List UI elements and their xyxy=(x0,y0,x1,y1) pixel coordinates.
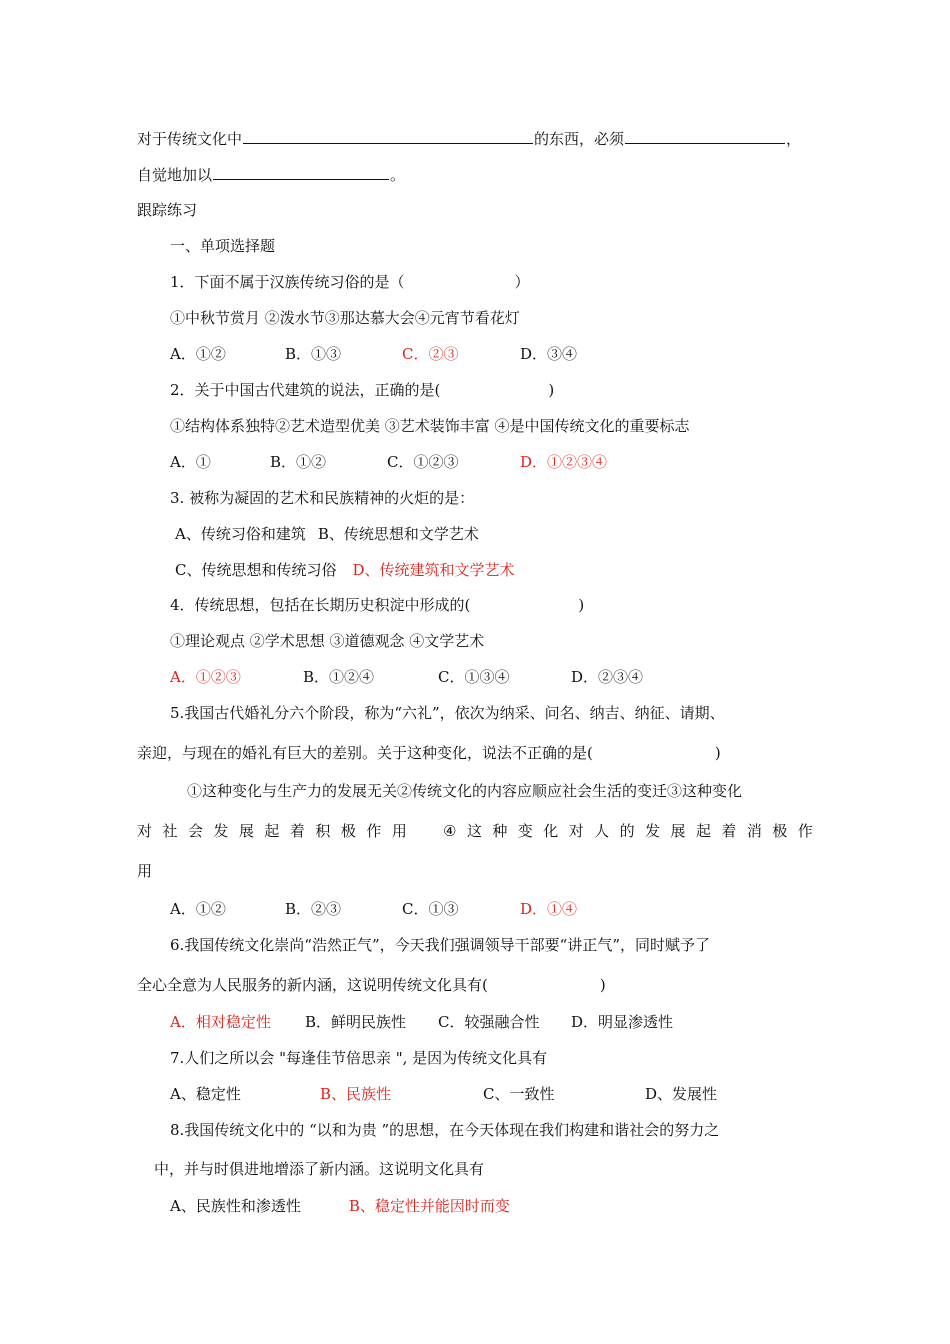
question-8-options xyxy=(170,1196,510,1216)
question-7-stem: 7.人们之所以会 "每逢佳节倍思亲 ", 是因为传统文化具有 xyxy=(170,1049,548,1067)
option-a[interactable]: A、民族性和渗透性 xyxy=(170,1197,301,1215)
statement-char: 种 xyxy=(492,822,508,840)
question-5-line-2 xyxy=(137,743,721,763)
option-b[interactable]: B、稳定性并能因时而变 xyxy=(348,1197,510,1215)
part-title: 一、单项选择题 xyxy=(170,237,276,255)
question-3-options-row2 xyxy=(175,560,515,580)
statement-char: 这 xyxy=(466,822,482,840)
statement-char: 起 xyxy=(264,822,280,840)
statement-char: 展 xyxy=(238,822,254,840)
question-6-line-2 xyxy=(137,975,606,995)
statement-char: 对 xyxy=(137,822,153,840)
option-a[interactable]: A．① xyxy=(170,453,211,471)
statement-char: 极 xyxy=(772,822,788,840)
option-d[interactable]: D．明显渗透性 xyxy=(571,1013,674,1031)
stem-text: ) xyxy=(548,381,555,399)
option-b[interactable]: B．鲜明民族性 xyxy=(305,1013,407,1031)
option-d[interactable]: D．③④ xyxy=(520,345,578,363)
stem-text: ) xyxy=(599,976,606,994)
statement-char: 作 xyxy=(797,822,813,840)
option-a[interactable]: A、稳定性 xyxy=(170,1085,241,1103)
option-c[interactable]: C、一致性 xyxy=(483,1085,555,1103)
option-c[interactable]: C．①③④ xyxy=(438,668,510,686)
statement-char: 起 xyxy=(695,822,711,840)
option-d[interactable]: D．①④ xyxy=(520,900,578,918)
intro-text: 自觉地加以 xyxy=(137,166,213,184)
stem-text: ) xyxy=(714,744,721,762)
option-c[interactable]: C、传统思想和传统习俗 xyxy=(175,561,337,579)
question-8-line-1: 8.我国传统文化中的 “以和为贵 ”的思想，在今天体现在我们构建和谐社会的努力之 xyxy=(170,1121,720,1139)
statement-char: 人 xyxy=(594,822,610,840)
option-d[interactable]: D．②③④ xyxy=(571,668,644,686)
option-a[interactable]: A．①② xyxy=(170,345,226,363)
statement-char: 作 xyxy=(366,822,382,840)
statement-char: 着 xyxy=(289,822,305,840)
option-a[interactable]: A．①② xyxy=(170,900,226,918)
statement-3-text xyxy=(137,821,407,841)
option-b[interactable]: B．②③ xyxy=(285,900,342,918)
stem-text: 2．关于中国古代建筑的说法，正确的是( xyxy=(170,381,441,399)
statement-char: 消 xyxy=(746,822,762,840)
stem-text: ) xyxy=(578,596,585,614)
intro-line-1 xyxy=(137,128,801,149)
intro-line-2 xyxy=(137,164,405,185)
question-1-stem xyxy=(170,272,530,292)
question-4-items: ①理论观点 ②学术思想 ③道德观念 ④文学艺术 xyxy=(170,632,485,650)
section-title: 跟踪练习 xyxy=(137,201,198,219)
option-a[interactable]: A．相对稳定性 xyxy=(170,1013,271,1031)
question-5-line-1: 5.我国古代婚礼分六个阶段，称为“六礼”，依次为纳采、问名、纳吉、纳征、请期、 xyxy=(170,704,725,722)
statement-char: 极 xyxy=(340,822,356,840)
answer-blank[interactable] xyxy=(625,128,785,144)
question-3-stem: 3. 被称为凝固的艺术和民族精神的火炬的是： xyxy=(170,489,475,507)
option-b[interactable]: B．①② xyxy=(270,453,327,471)
question-5-line-3: ①这种变化与生产力的发展无关②传统文化的内容应顺应社会生活的变迁③这种变化 xyxy=(187,782,743,800)
option-b[interactable]: B、传统思想和文学艺术 xyxy=(317,525,479,543)
stem-text: ） xyxy=(514,273,530,291)
statement-char: 社 xyxy=(162,822,178,840)
option-d[interactable]: D．①②③④ xyxy=(520,453,608,471)
question-2-items: ①结构体系独特②艺术造型优美 ③艺术装饰丰富 ④是中国传统文化的重要标志 xyxy=(170,417,690,435)
answer-blank[interactable] xyxy=(213,164,389,180)
statement-char: 发 xyxy=(645,822,661,840)
option-c[interactable]: C．较强融合性 xyxy=(438,1013,540,1031)
intro-text: 。 xyxy=(390,166,406,184)
option-b[interactable]: B．①③ xyxy=(285,345,342,363)
stem-text: 全心全意为人民服务的新内涵，这说明传统文化具有( xyxy=(137,976,488,994)
question-6-line-1: 6.我国传统文化崇尚“浩然正气”，今天我们强调领导干部要“讲正气”，同时赋予了 xyxy=(170,936,710,954)
question-2-stem xyxy=(170,380,554,400)
intro-text: ， xyxy=(786,130,802,148)
stem-text: 1．下面不属于汉族传统习俗的是（ xyxy=(170,273,405,291)
question-1-items: ①中秋节赏月 ②泼水节③那达慕大会④元宵节看花灯 xyxy=(170,309,520,327)
question-4-stem xyxy=(170,595,584,615)
answer-blank[interactable] xyxy=(243,128,533,144)
intro-text: 的东西，必须 xyxy=(534,130,625,148)
stem-text: 4．传统思想，包括在长期历史积淀中形成的( xyxy=(170,596,471,614)
option-c[interactable]: C．①②③ xyxy=(387,453,459,471)
statement-char: 发 xyxy=(213,822,229,840)
statement-char: 的 xyxy=(619,822,635,840)
statement-char: 化 xyxy=(543,822,559,840)
question-8-line-2: 中，并与时俱进地增添了新内涵。这说明文化具有 xyxy=(154,1160,485,1178)
statement-char: 着 xyxy=(721,822,737,840)
option-a[interactable]: A．①②③ xyxy=(170,668,241,686)
option-a[interactable]: A、传统习俗和建筑 xyxy=(175,525,306,543)
statement-char: 变 xyxy=(517,822,533,840)
option-c[interactable]: C．①③ xyxy=(402,900,459,918)
option-d[interactable]: D、传统建筑和文学艺术 xyxy=(352,561,515,579)
question-3-options-row1 xyxy=(175,524,479,544)
stem-text: 亲迎，与现在的婚礼有巨大的差别。关于这种变化，说法不正确的是( xyxy=(137,744,593,762)
statement-char: ④ xyxy=(443,822,457,840)
statement-char: 会 xyxy=(187,822,203,840)
question-5-line-5: 用 xyxy=(137,862,153,880)
intro-text: 对于传统文化中 xyxy=(137,130,243,148)
option-b[interactable]: B、民族性 xyxy=(320,1085,392,1103)
option-b[interactable]: B．①②④ xyxy=(303,668,375,686)
option-d[interactable]: D、发展性 xyxy=(645,1085,718,1103)
option-c[interactable]: C．②③ xyxy=(402,345,459,363)
statement-char: 展 xyxy=(670,822,686,840)
statement-4-text xyxy=(443,821,813,841)
statement-char: 对 xyxy=(568,822,584,840)
statement-char: 用 xyxy=(391,822,407,840)
statement-char: 积 xyxy=(315,822,331,840)
